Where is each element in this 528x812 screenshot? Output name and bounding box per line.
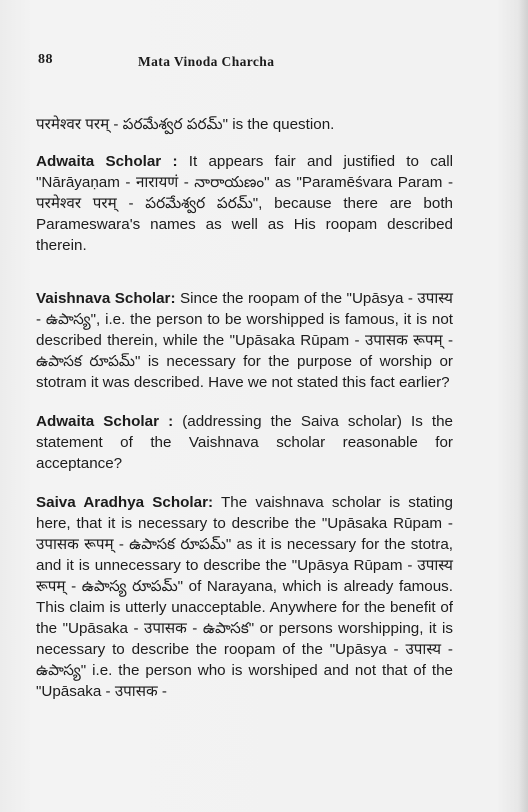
paragraph-text: It appears fair and justified to call "Nārāyaṇam - नारायणं - నారాయణం" as "Paramēśvara Param - परमेश्वर परम् - పరమేశ్వర పరమ్", because there are both Parameswara's names as well as His roopam described therein.	[36, 153, 454, 254]
paragraph-text: (addressing the Saiva scholar) Is the statement of the Vaishnava scholar reasonable for acceptance?	[36, 413, 453, 472]
paragraph-text: The vaishnava scholar is stating here, that it is necessary to describe the "Upāsaka Rūpam - उपासक रूपम् - ఉపాసక రూపమ్" as it is necessary for the stotra, and it is unnecessary to describe the "Upāsya Rūpam - उपास्य रूपम् - ఉపాస్య రూపమ్" of Narayana, which is already famous. This claim is utterly unacceptable. Anywhere for the benefit of the "Upāsaka - उपासक - ఉపాసక" or persons worshipping, it is necessary to describe the roopam of the "Upāsya - उपास्य - ఉపాస్య" i.e. the person who is worshiped and not that of the "Upāsaka - उपासक -	[36, 494, 453, 700]
page-body	[36, 114, 453, 720]
paragraph-question	[36, 114, 453, 135]
running-title: Mata Vinoda Charcha	[138, 54, 275, 69]
page-number: 88	[38, 52, 53, 67]
paragraph-text: Since the roopam of the "Upāsya - उपास्य - ఉపాస్య", i.e. the person to be worshipped is famous, it is not described therein, while the "Upāsaka Rūpam - उपासक रूपम् - ఉపాసక రూపమ్" is necessary for the purpose of worship or stotram it was described. Have we not stated this fact earlier?	[36, 290, 453, 391]
paragraph-adwaita-2	[36, 411, 453, 474]
speaker-label: Vaishnava Scholar:	[36, 290, 176, 307]
paragraph-text: परमेश्वर परम् - పరమేశ్వర పరమ్" is the question.	[36, 116, 335, 133]
paragraph-saiva	[36, 492, 453, 702]
paragraph-vaishnava	[36, 288, 453, 393]
paragraph-adwaita-1	[36, 151, 453, 256]
speaker-label: Adwaita Scholar :	[36, 413, 174, 430]
section-gap	[36, 274, 453, 288]
speaker-label: Adwaita Scholar :	[36, 153, 178, 170]
speaker-label: Saiva Aradhya Scholar:	[36, 494, 214, 511]
page-header	[38, 52, 490, 74]
